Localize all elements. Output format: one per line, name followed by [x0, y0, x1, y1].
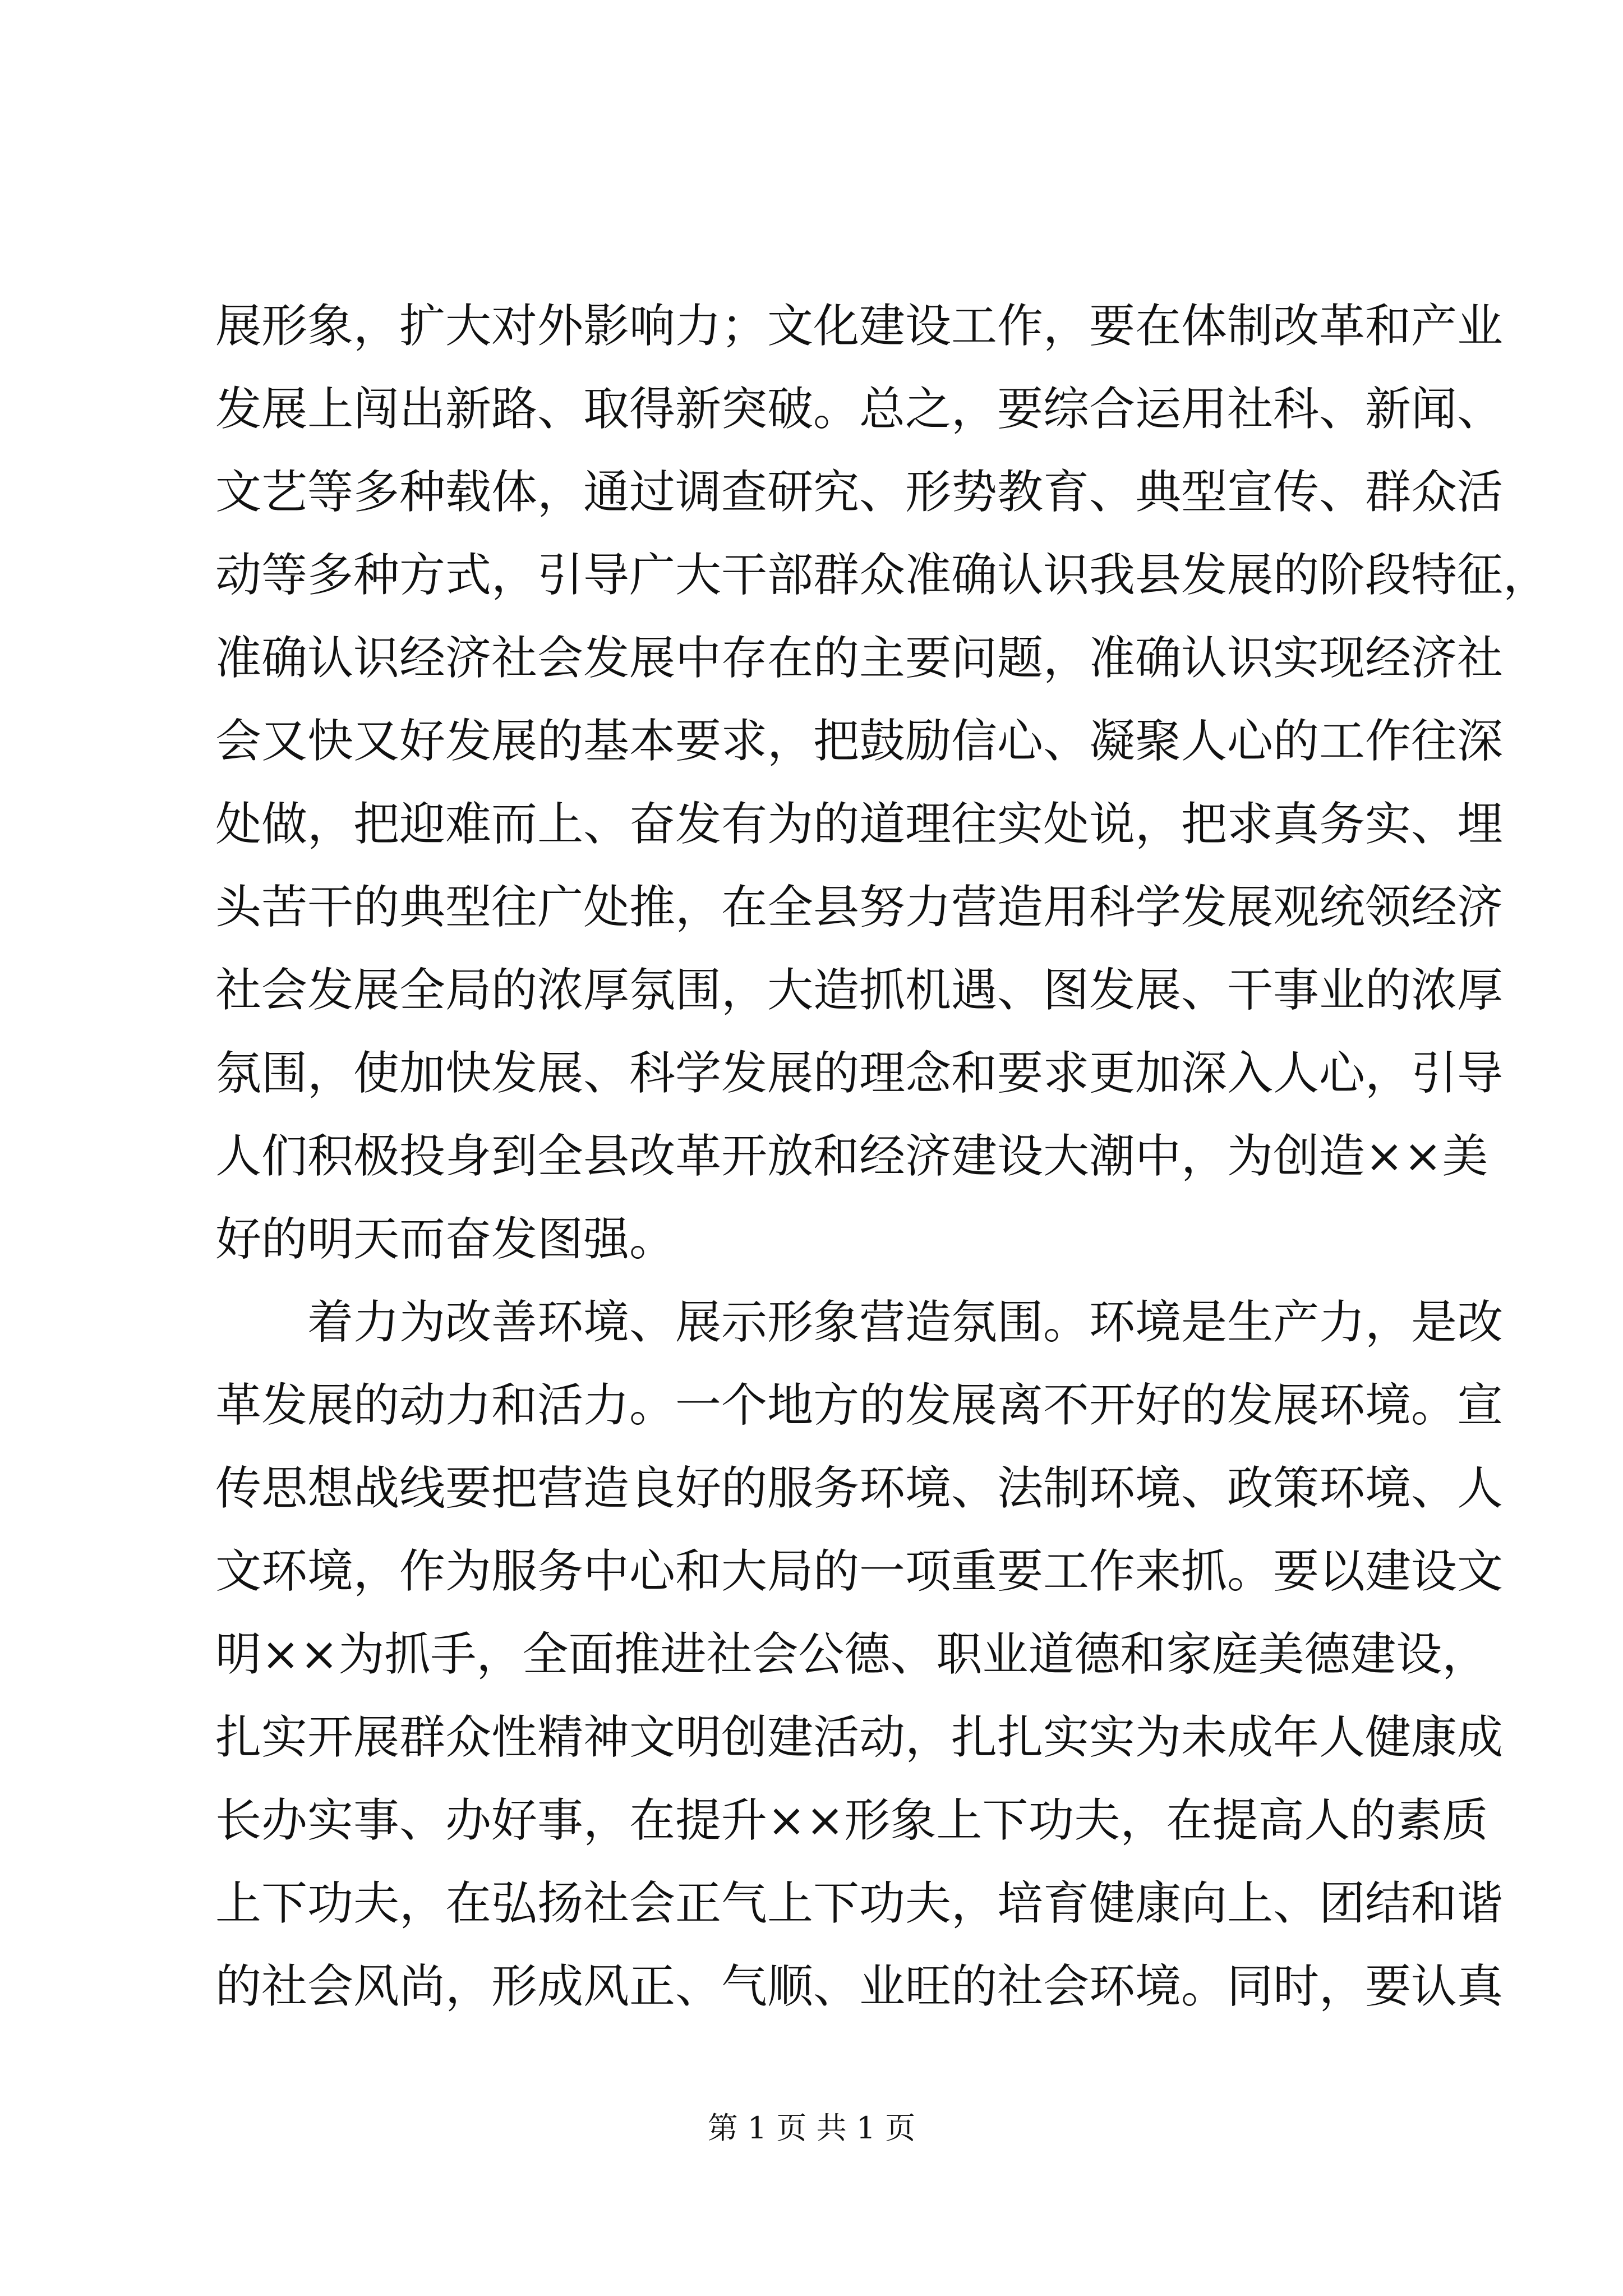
paragraph-2-line: 着力为改善环境、展示形象营造氛围。环境是生产力，是改	[307, 1296, 1504, 1349]
paragraph-1-line: 头苦干的典型往广处推，在全县努力营造用科学发展观统领经济	[215, 881, 1504, 934]
page-number-footer: 第 1 页 共 1 页	[707, 2110, 916, 2146]
paragraph-1-line: 发展上闯出新路、取得新突破。总之，要综合运用社科、新闻、	[215, 383, 1504, 436]
document-body	[215, 285, 1550, 2028]
paragraph-2-line: 上下功夫，在弘扬社会正气上下功夫，培育健康向上、团结和谐	[215, 1877, 1504, 1930]
paragraph-2-line: 明××为抓手，全面推进社会公德、职业道德和家庭美德建设，	[215, 1628, 1488, 1681]
paragraph-2-line: 传思想战线要把营造良好的服务环境、法制环境、政策环境、人	[215, 1462, 1504, 1515]
paragraph-1-line: 氛围，使加快发展、科学发展的理念和要求更加深入人心，引导	[215, 1047, 1504, 1100]
paragraph-1-line: 文艺等多种载体，通过调查研究、形势教育、典型宣传、群众活	[215, 466, 1504, 519]
paragraph-1-line: 准确认识经济社会发展中存在的主要问题，准确认识实现经济社	[215, 632, 1504, 685]
paragraph-1-line: 动等多种方式，引导广大干部群众准确认识我县发展的阶段特征，	[215, 549, 1550, 602]
paragraph-2-line: 扎实开展群众性精神文明创建活动，扎扎实实为未成年人健康成	[215, 1711, 1504, 1764]
paragraph-2-line: 革发展的动力和活力。一个地方的发展离不开好的发展环境。宣	[215, 1379, 1504, 1432]
paragraph-1-line: 展形象，扩大对外影响力；文化建设工作，要在体制改革和产业	[215, 300, 1504, 353]
paragraph-1-line: 人们积极投身到全县改革开放和经济建设大潮中，为创造××美	[215, 1130, 1488, 1183]
paragraph-1-line: 好的明天而奋发图强。	[215, 1213, 676, 1266]
paragraph-1-line: 会又快又好发展的基本要求，把鼓励信心、凝聚人心的工作往深	[215, 715, 1504, 768]
paragraph-2-line: 的社会风尚，形成风正、气顺、业旺的社会环境。同时，要认真	[215, 1960, 1504, 2013]
paragraph-2-line: 文环境，作为服务中心和大局的一项重要工作来抓。要以建设文	[215, 1545, 1504, 1598]
paragraph-2-line: 长办实事、办好事，在提升××形象上下功夫，在提高人的素质	[215, 1794, 1488, 1847]
paragraph-1-line: 处做，把迎难而上、奋发有为的道理往实处说，把求真务实、埋	[215, 798, 1504, 851]
paragraph-1-line: 社会发展全局的浓厚氛围，大造抓机遇、图发展、干事业的浓厚	[215, 964, 1504, 1017]
